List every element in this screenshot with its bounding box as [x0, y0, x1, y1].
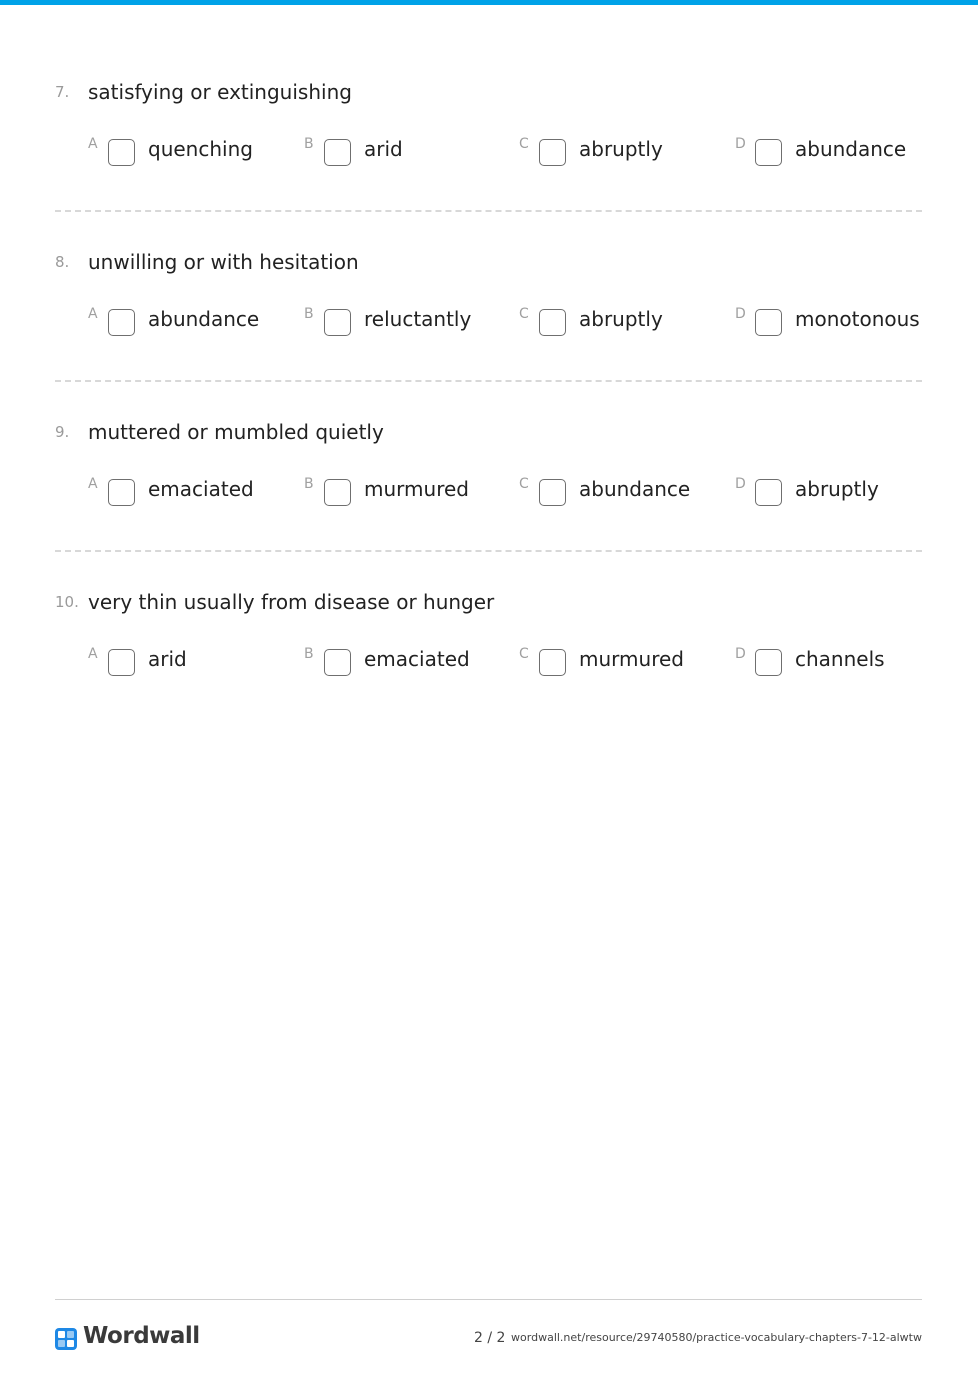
question-prompt: satisfying or extinguishing — [88, 80, 352, 104]
wordwall-logo-icon — [55, 1328, 77, 1350]
option-letter: D — [735, 306, 746, 322]
option-word: channels — [795, 647, 885, 671]
answer-checkbox[interactable] — [108, 649, 135, 676]
answer-checkbox[interactable] — [539, 649, 566, 676]
option-word: abundance — [148, 307, 260, 331]
page-indicator: 2 / 2 — [474, 1330, 506, 1346]
option-word: abruptly — [579, 137, 663, 161]
question-number: 10. — [55, 593, 79, 611]
top-accent-bar — [0, 0, 978, 5]
option-word: arid — [148, 647, 187, 671]
question-divider — [55, 380, 922, 382]
answer-checkbox[interactable] — [324, 309, 351, 336]
question-divider — [55, 210, 922, 212]
answer-checkbox[interactable] — [108, 309, 135, 336]
option-word: monotonous — [795, 307, 920, 331]
option-word: abruptly — [579, 307, 663, 331]
option-word: reluctantly — [364, 307, 472, 331]
answer-checkbox[interactable] — [755, 309, 782, 336]
answer-checkbox[interactable] — [539, 139, 566, 166]
wordwall-logo-text: Wordwall — [83, 1323, 200, 1349]
answer-checkbox[interactable] — [755, 649, 782, 676]
option-letter: C — [519, 476, 529, 492]
question-prompt: unwilling or with hesitation — [88, 250, 359, 274]
question-prompt: very thin usually from disease or hunger — [88, 590, 495, 614]
option-word: abruptly — [795, 477, 879, 501]
option-letter: B — [304, 306, 314, 322]
option-word: emaciated — [148, 477, 254, 501]
resource-url[interactable]: wordwall.net/resource/29740580/practice-vocabulary-chapters-7-12-alwtw — [511, 1331, 922, 1344]
option-word: abundance — [795, 137, 907, 161]
option-word: arid — [364, 137, 403, 161]
option-letter: C — [519, 646, 529, 662]
option-letter: C — [519, 136, 529, 152]
answer-checkbox[interactable] — [324, 479, 351, 506]
question-divider — [55, 550, 922, 552]
option-letter: D — [735, 136, 746, 152]
option-word: quenching — [148, 137, 253, 161]
answer-checkbox[interactable] — [539, 479, 566, 506]
option-letter: A — [88, 476, 98, 492]
answer-checkbox[interactable] — [324, 649, 351, 676]
option-word: murmured — [579, 647, 684, 671]
option-letter: C — [519, 306, 529, 322]
option-letter: B — [304, 136, 314, 152]
option-word: emaciated — [364, 647, 470, 671]
option-letter: A — [88, 306, 98, 322]
option-letter: B — [304, 646, 314, 662]
option-letter: B — [304, 476, 314, 492]
option-letter: D — [735, 646, 746, 662]
question-number: 8. — [55, 253, 70, 271]
answer-checkbox[interactable] — [755, 139, 782, 166]
option-letter: A — [88, 646, 98, 662]
answer-checkbox[interactable] — [108, 479, 135, 506]
question-prompt: muttered or mumbled quietly — [88, 420, 384, 444]
footer-divider — [55, 1299, 922, 1300]
question-number: 7. — [55, 83, 70, 101]
option-word: murmured — [364, 477, 469, 501]
answer-checkbox[interactable] — [108, 139, 135, 166]
answer-checkbox[interactable] — [324, 139, 351, 166]
question-number: 9. — [55, 423, 70, 441]
answer-checkbox[interactable] — [539, 309, 566, 336]
option-letter: D — [735, 476, 746, 492]
option-letter: A — [88, 136, 98, 152]
option-word: abundance — [579, 477, 691, 501]
answer-checkbox[interactable] — [755, 479, 782, 506]
